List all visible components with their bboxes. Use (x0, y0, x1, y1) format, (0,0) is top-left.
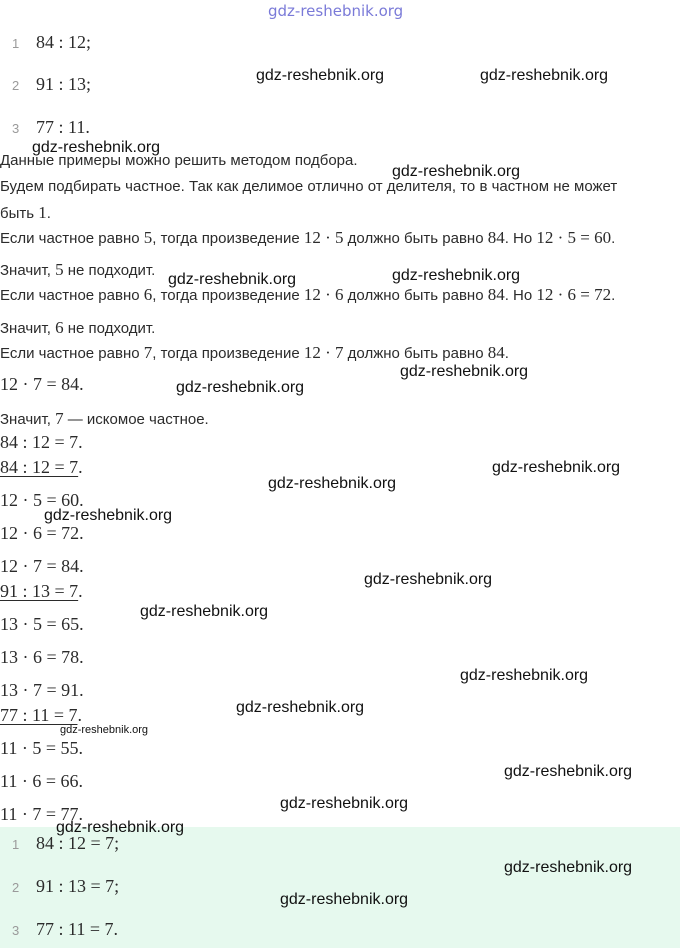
answer-expression: 84 : 12 = 7; (36, 833, 120, 853)
watermark: gdz-reshebnik.org (392, 267, 521, 284)
check-line: 13 · 7 = 91. (0, 680, 84, 700)
list-number: 3 (12, 923, 20, 938)
answer-expression: 91 : 13 = 7; (36, 876, 120, 896)
watermark: gdz-reshebnik.org (140, 603, 269, 620)
solution-paragraph: Будем подбирать частное. Так как делимое отлично от делителя, то в частном не может (0, 178, 618, 195)
watermark: gdz-reshebnik.org (400, 363, 529, 380)
check-line: 12 · 7 = 84. (0, 556, 84, 576)
equation: 12 · 7 = 84. (0, 374, 84, 394)
watermark: gdz-reshebnik.org (268, 475, 397, 492)
watermark: gdz-reshebnik.org (364, 571, 493, 588)
watermark: gdz-reshebnik.org (392, 163, 521, 180)
watermark: gdz-reshebnik.org (280, 795, 409, 812)
check-line: 13 · 6 = 78. (0, 647, 84, 667)
list-number: 2 (12, 78, 20, 93)
check-line: 12 · 6 = 72. (0, 523, 84, 543)
watermark: gdz-reshebnik.org (256, 67, 385, 84)
watermark: gdz-reshebnik.org (480, 67, 609, 84)
check-line: 11 · 5 = 55. (0, 738, 83, 758)
watermark: gdz-reshebnik.org (176, 379, 305, 396)
watermark: gdz-reshebnik.org (44, 507, 173, 524)
solution-conclusion-7: Значит, 7 — искомое частное. (0, 409, 209, 428)
solution-line-7: Если частное равно 7, тогда произведение 12 · 7 должно быть равно 84. (0, 343, 509, 362)
task-expression: 84 : 12; (36, 32, 92, 52)
equation: 84 : 12 = 7. (0, 432, 83, 452)
list-number: 2 (12, 880, 20, 895)
watermark: gdz-reshebnik.org (504, 859, 633, 876)
task-expression: 91 : 13; (36, 74, 92, 94)
task-expression: 77 : 11. (36, 117, 90, 137)
solution-paragraph: быть 1. (0, 203, 51, 222)
watermark: gdz-reshebnik.org (492, 459, 621, 476)
check-line: 12 · 5 = 60. (0, 490, 84, 510)
watermark: gdz-reshebnik.org (60, 724, 149, 736)
check-title: 84 : 12 = 7. (0, 457, 83, 477)
watermark: gdz-reshebnik.org (504, 763, 633, 780)
check-line: 11 · 6 = 66. (0, 771, 83, 791)
answer-box (0, 827, 680, 948)
watermark: gdz-reshebnik.org (56, 819, 185, 836)
solution-paragraph: Данные примеры можно решить методом подбора. (0, 152, 358, 169)
check-title: 91 : 13 = 7. (0, 581, 83, 601)
watermark: gdz-reshebnik.org (168, 271, 297, 288)
watermark: gdz-reshebnik.org (236, 699, 365, 716)
watermark: gdz-reshebnik.org (32, 139, 161, 156)
header-watermark: gdz-reshebnik.org (268, 2, 404, 20)
solution-line-5: Если частное равно 5, тогда произведение 12 · 5 должно быть равно 84. Но 12 · 5 = 60. (0, 228, 616, 247)
solution-conclusion-5: Значит, 5 не подходит. (0, 260, 156, 279)
list-number: 3 (12, 121, 20, 136)
watermark: gdz-reshebnik.org (460, 667, 589, 684)
solution-line-6: Если частное равно 6, тогда произведение 12 · 6 должно быть равно 84. Но 12 · 6 = 72. (0, 285, 616, 304)
check-title: 77 : 11 = 7. (0, 705, 82, 725)
check-line: 11 · 7 = 77. (0, 804, 83, 824)
solution-conclusion-6: Значит, 6 не подходит. (0, 318, 156, 337)
check-line: 13 · 5 = 65. (0, 614, 84, 634)
list-number: 1 (12, 837, 20, 852)
list-number: 1 (12, 36, 20, 51)
answer-expression: 77 : 11 = 7. (36, 919, 118, 939)
watermark: gdz-reshebnik.org (280, 891, 409, 908)
